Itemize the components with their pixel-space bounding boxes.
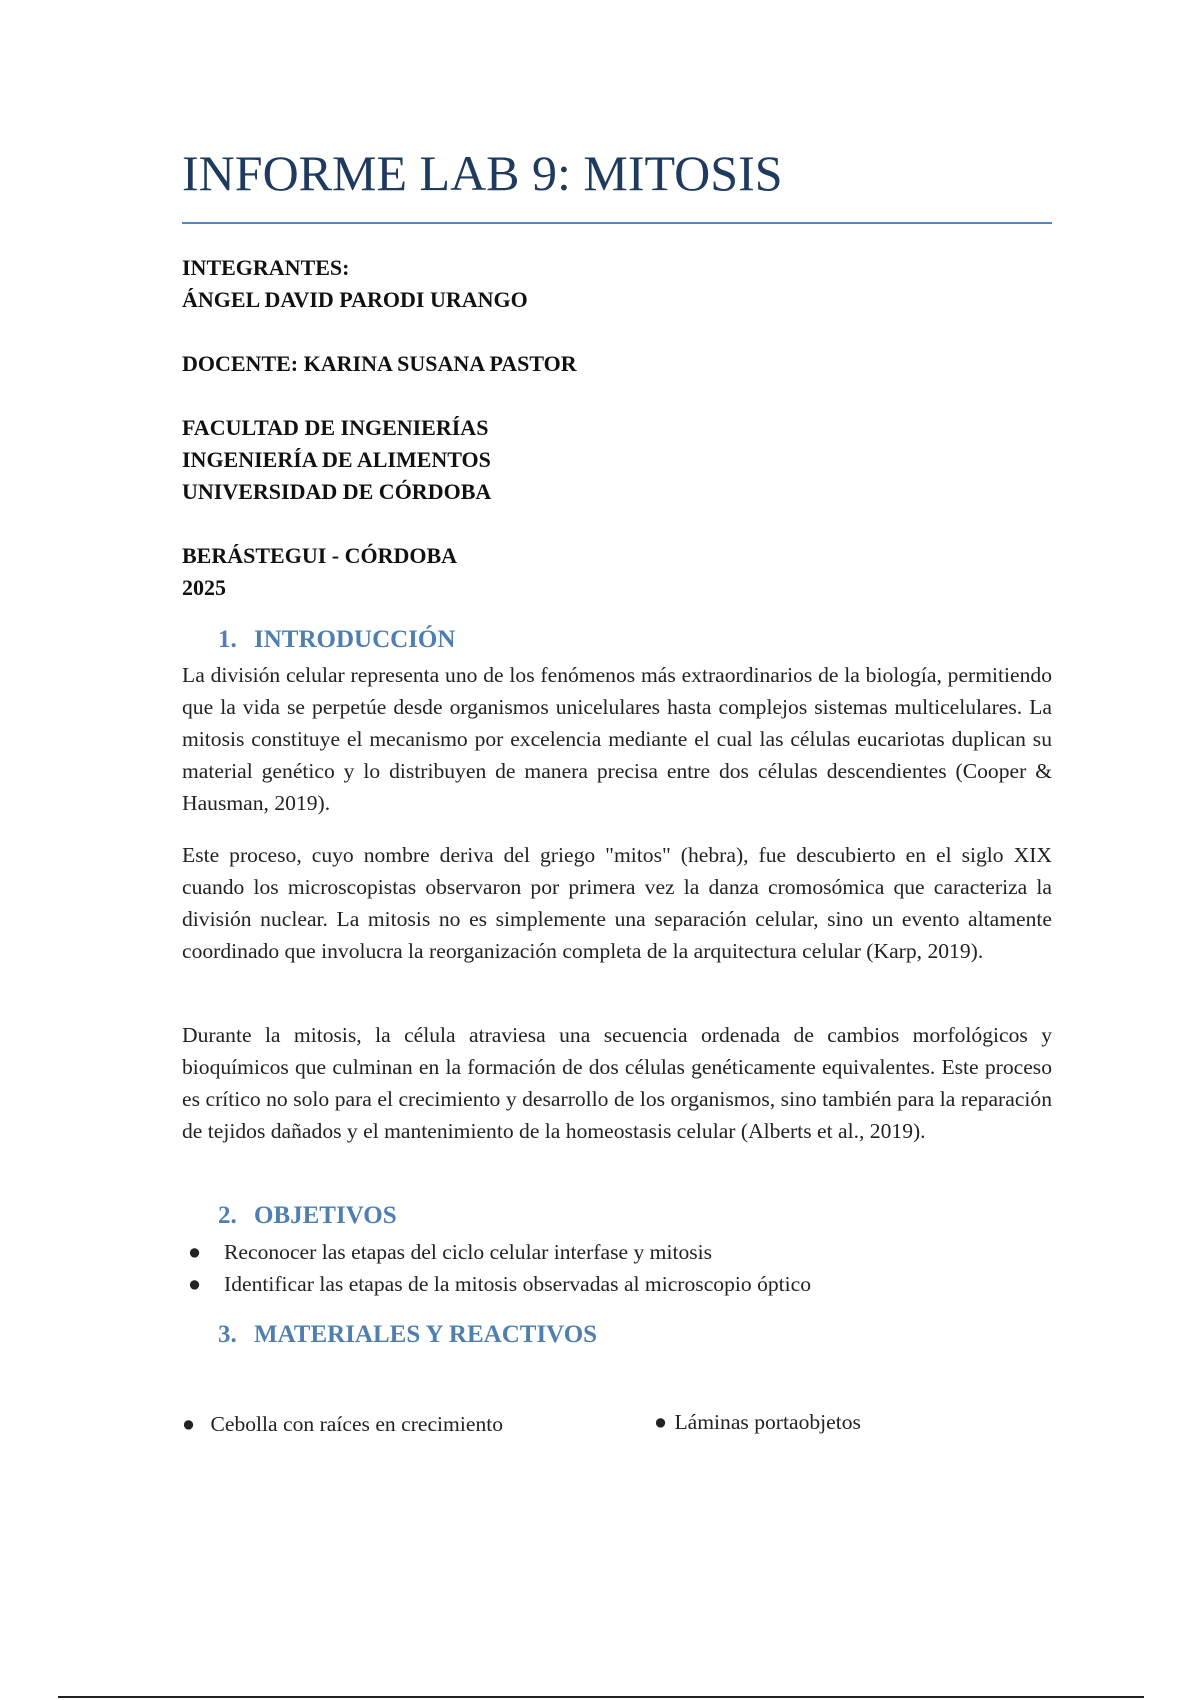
bottom-divider [58, 1696, 1144, 1698]
intro-paragraph-1: La división celular representa uno de los fenómenos más extraordinarios de la biología, permitiendo que la vida se perpetúe desde organismos unicelulares hasta complejos sistemas multicelulares. La mitosis constituye el mecanismo por excelencia mediante el cual las células eucariotas duplican su material genético y lo distribuyen de manera precisa entre dos células descendientes (Cooper & Hausman, 2019). [182, 663, 1052, 815]
members-label: INTEGRANTES: [182, 255, 350, 280]
program-name: INGENIERÍA DE ALIMENTOS [182, 447, 491, 472]
bullet-icon: ● [654, 1410, 668, 1434]
section-heading-introduccion [218, 626, 455, 654]
section-heading-objetivos [218, 1202, 397, 1230]
list-item [182, 1268, 1062, 1300]
title-underline [182, 222, 1052, 224]
section-title: INTRODUCCIÓN [254, 626, 456, 653]
section-number: 3. [218, 1321, 237, 1348]
list-item-text: Láminas portaobjetos [674, 1410, 861, 1434]
faculty-name: FACULTAD DE INGENIERÍAS [182, 415, 489, 440]
intro-paragraph-3: Durante la mitosis, la célula atraviesa una secuencia ordenada de cambios morfológicos y bioquímicos que culminan en la formación de dos células genéticamente equivalentes. Este proceso es crítico no solo para el crecimiento y desarrollo de los organismos, sino también para la reparación de tejidos dañados y el mantenimiento de la homeostasis celular (Alberts et al., 2019). [182, 1023, 1052, 1143]
objectives-list [182, 1236, 1062, 1300]
institution-block [182, 412, 491, 508]
list-item-text: Cebolla con raíces en crecimiento [210, 1412, 504, 1436]
year: 2025 [182, 575, 226, 600]
page-title: INFORME LAB 9: MITOSIS [182, 145, 783, 201]
location-block [182, 540, 457, 604]
location: BERÁSTEGUI - CÓRDOBA [182, 543, 458, 568]
list-item [654, 1406, 861, 1438]
member-name: ÁNGEL DAVID PARODI URANGO [182, 287, 528, 312]
list-item [182, 1236, 1062, 1268]
section-heading-materiales [218, 1321, 597, 1349]
teacher-line: DOCENTE: KARINA SUSANA PASTOR [182, 351, 577, 376]
intro-paragraph-2: Este proceso, cuyo nombre deriva del griego "mitos" (hebra), fue descubierto en el siglo XIX cuando los microscopistas observaron por primera vez la danza cromosómica que caracteriza la división nuclear. La mitosis no es simplemente una separación celular, sino un evento altamente coordinado que involucra la reorganización completa de la arquitectura celular (Karp, 2019). [182, 843, 1052, 963]
bullet-icon: ● [182, 1412, 196, 1436]
section-number: 1. [218, 626, 237, 653]
list-item-text: Identificar las etapas de la mitosis observadas al microscopio óptico [224, 1272, 812, 1296]
bullet-icon: ● [188, 1272, 202, 1296]
bullet-icon: ● [188, 1240, 202, 1264]
members-block [182, 252, 528, 316]
university-name: UNIVERSIDAD DE CÓRDOBA [182, 479, 492, 504]
section-title: MATERIALES Y REACTIVOS [254, 1321, 598, 1348]
list-item [182, 1408, 503, 1440]
section-title: OBJETIVOS [254, 1202, 397, 1229]
section-number: 2. [218, 1202, 237, 1229]
list-item-text: Reconocer las etapas del ciclo celular interfase y mitosis [224, 1240, 713, 1264]
